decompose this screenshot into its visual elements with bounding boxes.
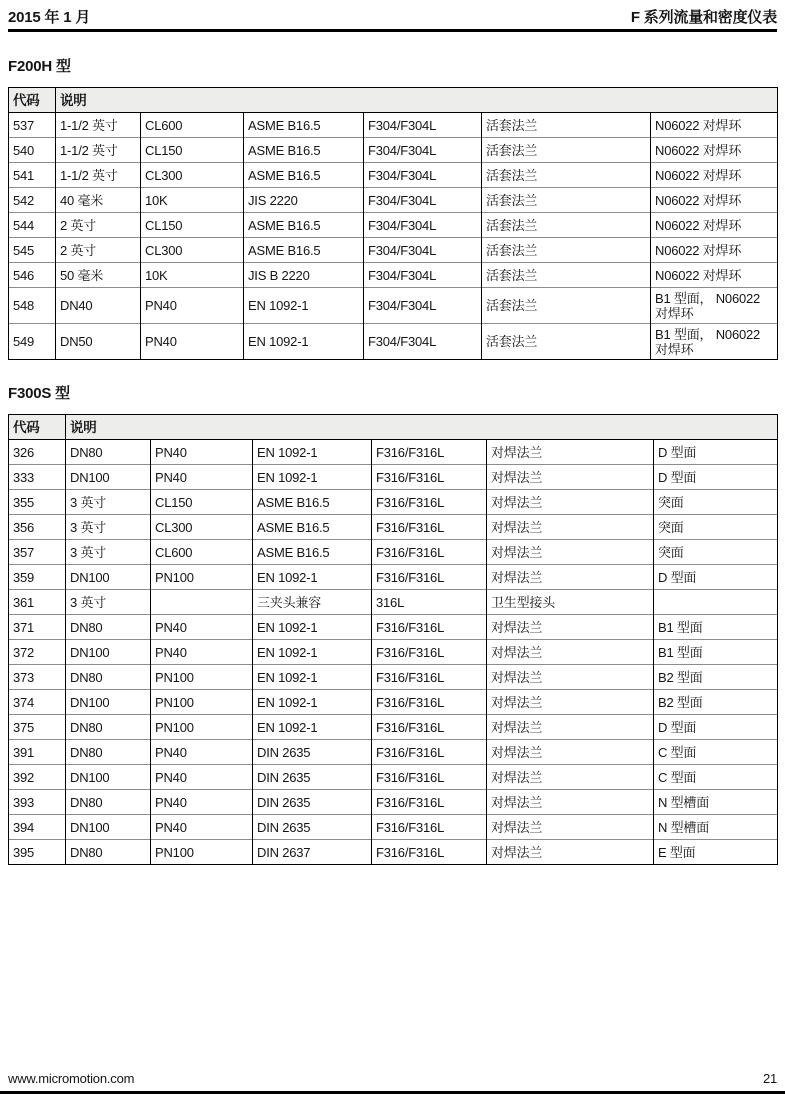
spec-cell: 活套法兰: [482, 112, 651, 137]
spec-cell: PN40: [151, 439, 253, 464]
spec-cell: 对焊法兰: [487, 489, 654, 514]
spec-cell: 3 英寸: [66, 589, 151, 614]
code-cell: 361: [9, 589, 66, 614]
table-row: [9, 714, 778, 739]
spec-cell: B1 型面， N06022 对焊环: [651, 323, 778, 359]
spec-cell: PN40: [151, 639, 253, 664]
spec-cell: DIN 2635: [253, 764, 372, 789]
spec-cell: F304/F304L: [364, 137, 482, 162]
spec-cell: 对焊法兰: [487, 764, 654, 789]
spec-cell: CL600: [141, 112, 244, 137]
spec-cell: 对焊法兰: [487, 639, 654, 664]
spec-cell: DN100: [66, 464, 151, 489]
spec-cell: PN40: [151, 739, 253, 764]
spec-cell: DN80: [66, 839, 151, 864]
spec-cell: N 型槽面: [654, 789, 778, 814]
code-cell: 394: [9, 814, 66, 839]
spec-cell: 活套法兰: [482, 323, 651, 359]
spec-cell: 对焊法兰: [487, 464, 654, 489]
spec-cell: 1-1/2 英寸: [56, 162, 141, 187]
spec-cell: 对焊法兰: [487, 739, 654, 764]
table-row: [9, 464, 778, 489]
spec-cell: F316/F316L: [372, 614, 487, 639]
spec-cell: 突面: [654, 539, 778, 564]
spec-cell: D 型面: [654, 464, 778, 489]
code-cell: 371: [9, 614, 66, 639]
spec-cell: N06022 对焊环: [651, 212, 778, 237]
table-row: [9, 764, 778, 789]
spec-cell: [654, 589, 778, 614]
spec-cell: F316/F316L: [372, 464, 487, 489]
f200h-options-table: [8, 87, 778, 360]
spec-cell: 活套法兰: [482, 262, 651, 287]
spec-cell: 活套法兰: [482, 187, 651, 212]
spec-cell: F316/F316L: [372, 639, 487, 664]
table-row: [9, 287, 778, 323]
spec-cell: N06022 对焊环: [651, 237, 778, 262]
spec-cell: 2 英寸: [56, 212, 141, 237]
table-row: [9, 162, 778, 187]
spec-cell: F316/F316L: [372, 664, 487, 689]
code-cell: 540: [9, 137, 56, 162]
code-cell: 395: [9, 839, 66, 864]
spec-cell: ASME B16.5: [244, 212, 364, 237]
table-row: [9, 839, 778, 864]
table-row: [9, 237, 778, 262]
code-cell: 544: [9, 212, 56, 237]
column-header-description: 说明: [56, 87, 778, 112]
spec-cell: 对焊法兰: [487, 564, 654, 589]
spec-cell: 316L: [372, 589, 487, 614]
spec-cell: B2 型面: [654, 664, 778, 689]
table-row: [9, 262, 778, 287]
spec-cell: PN40: [151, 764, 253, 789]
spec-cell: JIS 2220: [244, 187, 364, 212]
spec-cell: JIS B 2220: [244, 262, 364, 287]
spec-cell: CL600: [151, 539, 253, 564]
spec-cell: F304/F304L: [364, 323, 482, 359]
spec-cell: DN80: [66, 439, 151, 464]
spec-cell: DIN 2637: [253, 839, 372, 864]
section-title-f300s: F300S 型: [8, 384, 70, 402]
spec-cell: CL150: [141, 212, 244, 237]
spec-cell: N06022 对焊环: [651, 162, 778, 187]
code-cell: 355: [9, 489, 66, 514]
table-row: [9, 814, 778, 839]
spec-cell: DN80: [66, 789, 151, 814]
spec-cell: F316/F316L: [372, 439, 487, 464]
section-title-f200h: F200H 型: [8, 57, 71, 75]
spec-cell: 对焊法兰: [487, 514, 654, 539]
spec-cell: B2 型面: [654, 689, 778, 714]
spec-cell: 突面: [654, 489, 778, 514]
spec-cell: D 型面: [654, 564, 778, 589]
footer-website-link[interactable]: www.micromotion.com: [8, 1071, 135, 1086]
spec-cell: F304/F304L: [364, 262, 482, 287]
spec-cell: 对焊法兰: [487, 839, 654, 864]
code-cell: 537: [9, 112, 56, 137]
spec-cell: F316/F316L: [372, 814, 487, 839]
spec-cell: EN 1092-1: [244, 323, 364, 359]
spec-cell: ASME B16.5: [244, 137, 364, 162]
spec-cell: [151, 589, 253, 614]
spec-cell: N06022 对焊环: [651, 187, 778, 212]
spec-cell: 对焊法兰: [487, 689, 654, 714]
header-rule: [8, 29, 777, 32]
spec-cell: 活套法兰: [482, 212, 651, 237]
code-cell: 393: [9, 789, 66, 814]
spec-cell: PN100: [151, 664, 253, 689]
spec-cell: 1-1/2 英寸: [56, 137, 141, 162]
spec-cell: EN 1092-1: [244, 287, 364, 323]
table-row: [9, 639, 778, 664]
spec-cell: F316/F316L: [372, 539, 487, 564]
spec-cell: EN 1092-1: [253, 714, 372, 739]
spec-cell: DIN 2635: [253, 789, 372, 814]
spec-cell: F316/F316L: [372, 764, 487, 789]
spec-cell: 活套法兰: [482, 287, 651, 323]
spec-cell: N 型槽面: [654, 814, 778, 839]
spec-cell: 10K: [141, 187, 244, 212]
spec-cell: PN100: [151, 689, 253, 714]
spec-cell: DIN 2635: [253, 739, 372, 764]
code-cell: 392: [9, 764, 66, 789]
spec-cell: F304/F304L: [364, 187, 482, 212]
spec-cell: DN80: [66, 739, 151, 764]
spec-cell: EN 1092-1: [253, 439, 372, 464]
spec-cell: F316/F316L: [372, 789, 487, 814]
table-header-row: [9, 87, 778, 112]
spec-cell: 3 英寸: [66, 514, 151, 539]
spec-cell: 对焊法兰: [487, 539, 654, 564]
spec-cell: 对焊法兰: [487, 439, 654, 464]
spec-cell: F304/F304L: [364, 162, 482, 187]
code-cell: 326: [9, 439, 66, 464]
spec-cell: PN40: [141, 287, 244, 323]
spec-cell: DN100: [66, 639, 151, 664]
page-number: 21: [762, 1071, 777, 1086]
code-cell: 359: [9, 564, 66, 589]
spec-cell: D 型面: [654, 714, 778, 739]
spec-cell: PN100: [151, 839, 253, 864]
spec-cell: 对焊法兰: [487, 664, 654, 689]
spec-cell: ASME B16.5: [253, 539, 372, 564]
table-row: [9, 614, 778, 639]
spec-cell: 2 英寸: [56, 237, 141, 262]
spec-cell: B1 型面: [654, 614, 778, 639]
table-row: [9, 212, 778, 237]
table-row: [9, 589, 778, 614]
code-cell: 541: [9, 162, 56, 187]
code-cell: 546: [9, 262, 56, 287]
code-cell: 542: [9, 187, 56, 212]
table-row: [9, 112, 778, 137]
spec-cell: F316/F316L: [372, 564, 487, 589]
code-cell: 548: [9, 287, 56, 323]
spec-cell: 三夹头兼容: [253, 589, 372, 614]
code-cell: 391: [9, 739, 66, 764]
spec-cell: EN 1092-1: [253, 614, 372, 639]
table-row: [9, 489, 778, 514]
table-row: [9, 789, 778, 814]
table-row: [9, 137, 778, 162]
spec-cell: 50 毫米: [56, 262, 141, 287]
table-row: [9, 564, 778, 589]
spec-cell: DN40: [56, 287, 141, 323]
spec-cell: DIN 2635: [253, 814, 372, 839]
spec-cell: DN100: [66, 689, 151, 714]
spec-cell: CL150: [141, 137, 244, 162]
spec-cell: EN 1092-1: [253, 664, 372, 689]
spec-cell: DN80: [66, 664, 151, 689]
code-cell: 357: [9, 539, 66, 564]
spec-cell: EN 1092-1: [253, 639, 372, 664]
table-row: [9, 689, 778, 714]
spec-cell: B1 型面: [654, 639, 778, 664]
spec-cell: F304/F304L: [364, 237, 482, 262]
table-row: [9, 514, 778, 539]
code-cell: 374: [9, 689, 66, 714]
spec-cell: ASME B16.5: [253, 514, 372, 539]
table-row: [9, 664, 778, 689]
spec-cell: PN40: [151, 614, 253, 639]
table-row: [9, 539, 778, 564]
spec-cell: 3 英寸: [66, 489, 151, 514]
spec-cell: CL150: [151, 489, 253, 514]
code-cell: 545: [9, 237, 56, 262]
page-header-doc-title: F 系列流量和密度仪表: [630, 9, 777, 26]
spec-cell: F316/F316L: [372, 689, 487, 714]
spec-cell: N06022 对焊环: [651, 112, 778, 137]
spec-cell: F304/F304L: [364, 212, 482, 237]
spec-cell: DN100: [66, 764, 151, 789]
spec-cell: 突面: [654, 514, 778, 539]
spec-cell: DN80: [66, 714, 151, 739]
spec-cell: B1 型面， N06022 对焊环: [651, 287, 778, 323]
code-cell: 373: [9, 664, 66, 689]
spec-cell: F316/F316L: [372, 514, 487, 539]
spec-cell: E 型面: [654, 839, 778, 864]
table-row: [9, 739, 778, 764]
code-cell: 356: [9, 514, 66, 539]
spec-cell: 活套法兰: [482, 237, 651, 262]
spec-cell: CL300: [141, 237, 244, 262]
spec-cell: DN100: [66, 564, 151, 589]
spec-cell: 卫生型接头: [487, 589, 654, 614]
spec-cell: N06022 对焊环: [651, 262, 778, 287]
code-cell: 549: [9, 323, 56, 359]
spec-cell: F316/F316L: [372, 489, 487, 514]
spec-cell: DN80: [66, 614, 151, 639]
spec-cell: F304/F304L: [364, 287, 482, 323]
column-header-code: 代码: [9, 87, 56, 112]
table-row: [9, 439, 778, 464]
spec-cell: ASME B16.5: [244, 237, 364, 262]
code-cell: 333: [9, 464, 66, 489]
spec-cell: 对焊法兰: [487, 714, 654, 739]
spec-cell: DN100: [66, 814, 151, 839]
code-cell: 372: [9, 639, 66, 664]
spec-cell: ASME B16.5: [244, 112, 364, 137]
column-header-description: 说明: [66, 414, 778, 439]
spec-cell: N06022 对焊环: [651, 137, 778, 162]
table-row: [9, 187, 778, 212]
spec-cell: ASME B16.5: [253, 489, 372, 514]
spec-cell: 1-1/2 英寸: [56, 112, 141, 137]
table-header-row: [9, 414, 778, 439]
spec-cell: C 型面: [654, 764, 778, 789]
code-cell: 375: [9, 714, 66, 739]
spec-cell: 3 英寸: [66, 539, 151, 564]
spec-cell: F304/F304L: [364, 112, 482, 137]
spec-cell: 40 毫米: [56, 187, 141, 212]
spec-cell: F316/F316L: [372, 839, 487, 864]
spec-cell: PN100: [151, 714, 253, 739]
spec-cell: PN40: [151, 789, 253, 814]
spec-cell: 活套法兰: [482, 137, 651, 162]
spec-cell: 对焊法兰: [487, 814, 654, 839]
f300s-options-table: [8, 414, 778, 865]
spec-cell: DN50: [56, 323, 141, 359]
spec-cell: ASME B16.5: [244, 162, 364, 187]
page-footer: [8, 1071, 777, 1086]
spec-cell: 活套法兰: [482, 162, 651, 187]
page-header: [8, 0, 777, 26]
spec-cell: EN 1092-1: [253, 564, 372, 589]
spec-cell: PN40: [141, 323, 244, 359]
spec-cell: CL300: [151, 514, 253, 539]
spec-cell: 10K: [141, 262, 244, 287]
spec-cell: 对焊法兰: [487, 789, 654, 814]
spec-cell: PN40: [151, 464, 253, 489]
spec-cell: 对焊法兰: [487, 614, 654, 639]
table-row: [9, 323, 778, 359]
page-header-date: 2015 年 1 月: [8, 9, 91, 26]
spec-cell: PN100: [151, 564, 253, 589]
spec-cell: EN 1092-1: [253, 464, 372, 489]
spec-cell: EN 1092-1: [253, 689, 372, 714]
spec-cell: PN40: [151, 814, 253, 839]
spec-cell: D 型面: [654, 439, 778, 464]
column-header-code: 代码: [9, 414, 66, 439]
spec-cell: F316/F316L: [372, 739, 487, 764]
spec-cell: F316/F316L: [372, 714, 487, 739]
spec-cell: C 型面: [654, 739, 778, 764]
spec-cell: CL300: [141, 162, 244, 187]
